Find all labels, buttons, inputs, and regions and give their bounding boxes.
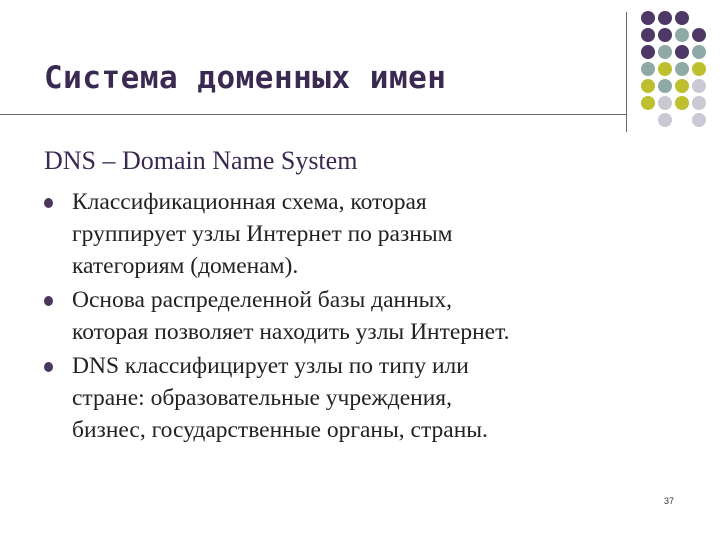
dot-purple — [692, 28, 706, 42]
bullet-dot-icon — [44, 296, 53, 306]
vertical-divider — [626, 12, 627, 132]
dot-teal — [658, 45, 672, 59]
page-number: 37 — [664, 496, 675, 506]
bullet-item — [44, 284, 684, 348]
dot-olive — [658, 62, 672, 76]
bullet-dot-icon — [44, 198, 53, 208]
bullet-text: DNS классифицирует узлы по типу или стране: образовательные учреждения, бизнес, государственные органы, страны. — [72, 353, 488, 443]
bullet-text: Классификационная схема, которая группирует узлы Интернет по разным категориям (доменам). — [72, 189, 453, 279]
slide-title: Система доменных имен — [44, 60, 447, 96]
dot-teal — [675, 28, 689, 42]
dot-teal — [658, 79, 672, 93]
dot-purple — [641, 45, 655, 59]
bullet-list — [44, 186, 684, 448]
dot-purple — [658, 11, 672, 25]
dot-olive — [641, 79, 655, 93]
bullet-item — [44, 186, 684, 282]
dot-purple — [641, 28, 655, 42]
dot-gray — [658, 113, 672, 127]
dot-olive — [675, 79, 689, 93]
dot-olive — [675, 96, 689, 110]
dot-teal — [641, 62, 655, 76]
dot-gray — [658, 96, 672, 110]
horizontal-divider — [0, 114, 626, 115]
bullet-dot-icon — [44, 362, 53, 372]
dot-teal — [675, 62, 689, 76]
dot-purple — [641, 11, 655, 25]
dot-gray — [692, 113, 706, 127]
dot-purple — [675, 45, 689, 59]
slide-subtitle: DNS – Domain Name System — [44, 146, 358, 175]
dot-teal — [692, 45, 706, 59]
dot-olive — [641, 96, 655, 110]
dot-purple — [658, 28, 672, 42]
bullet-text: Основа распределенной базы данных, которая позволяет находить узлы Интернет. — [72, 287, 510, 345]
dot-gray — [692, 79, 706, 93]
dot-gray — [692, 96, 706, 110]
dot-olive — [692, 62, 706, 76]
dot-purple — [675, 11, 689, 25]
bullet-item — [44, 350, 684, 446]
